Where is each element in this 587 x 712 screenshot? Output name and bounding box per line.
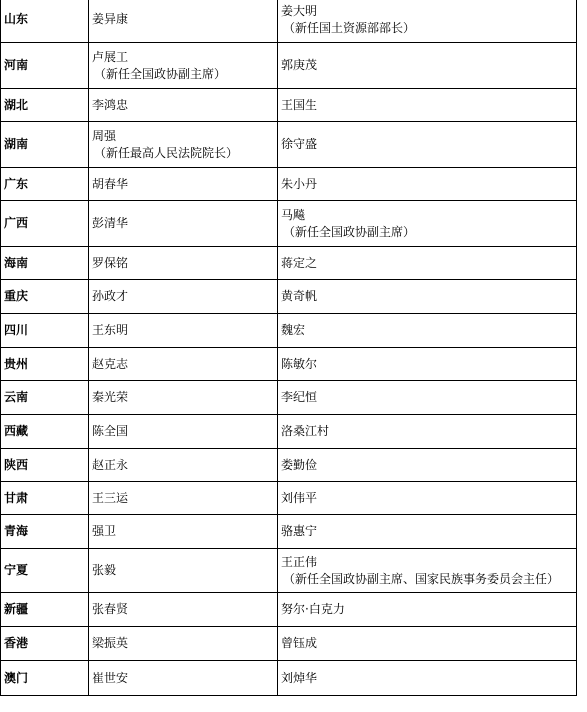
- person-name: 马飚: [281, 207, 306, 222]
- province-cell: 西藏: [1, 415, 89, 449]
- new-position-note: （新任全国政协副主席、国家民族事务委员会主任）: [283, 571, 560, 586]
- table-row: [1, 0, 577, 43]
- table-row: [1, 168, 577, 201]
- governor-cell: [278, 89, 577, 122]
- table-row: [1, 381, 577, 415]
- governor-cell: [278, 247, 577, 280]
- governor-cell: [278, 661, 577, 696]
- table-row: [1, 515, 577, 549]
- new-position-note: （新任最高人民法院院长）: [94, 145, 239, 160]
- table-body: [1, 0, 577, 696]
- party-secretary-cell: [89, 201, 278, 247]
- table-row: [1, 122, 577, 168]
- party-secretary-cell: [89, 549, 278, 593]
- person-name: 娄勤俭: [281, 457, 318, 472]
- person-name: 张毅: [92, 563, 117, 577]
- person-name: 王国生: [281, 97, 318, 112]
- province-cell: 香港: [1, 627, 89, 661]
- person-name: 努尔·白克力: [281, 602, 345, 616]
- table-row: [1, 43, 577, 89]
- party-secretary-cell: [89, 314, 278, 348]
- table-row: [1, 247, 577, 280]
- party-secretary-cell: [89, 348, 278, 381]
- governor-cell: [278, 122, 577, 168]
- table-row: [1, 482, 577, 515]
- province-cell: 青海: [1, 515, 89, 549]
- person-name: 周强: [92, 128, 117, 143]
- person-name: 陈敏尔: [281, 356, 318, 371]
- person-name: 孙政才: [92, 289, 129, 303]
- person-name: 彭清华: [92, 216, 129, 230]
- governor-cell: [278, 515, 577, 549]
- person-name: 李纪恒: [281, 390, 318, 404]
- party-secretary-cell: [89, 89, 278, 122]
- table-row: [1, 449, 577, 482]
- governor-cell: [278, 43, 577, 89]
- table-row: [1, 89, 577, 122]
- person-name: 洛桑江村: [281, 424, 330, 438]
- governor-cell: [278, 482, 577, 515]
- party-secretary-cell: [89, 661, 278, 696]
- person-name: 王三运: [92, 490, 129, 505]
- party-secretary-cell: [89, 449, 278, 482]
- governor-cell: [278, 168, 577, 201]
- person-name: 秦光荣: [92, 390, 129, 404]
- governor-cell: [278, 0, 577, 43]
- person-name: 王正伟: [281, 554, 318, 569]
- person-name: 张春贤: [92, 602, 129, 616]
- province-cell: 湖南: [1, 122, 89, 168]
- person-name: 罗保铭: [92, 255, 129, 270]
- party-secretary-cell: [89, 280, 278, 314]
- governor-cell: [278, 314, 577, 348]
- party-secretary-cell: [89, 515, 278, 549]
- person-name: 胡春华: [92, 176, 129, 191]
- party-secretary-cell: [89, 627, 278, 661]
- party-secretary-cell: [89, 0, 278, 43]
- governor-cell: [278, 449, 577, 482]
- party-secretary-cell: [89, 247, 278, 280]
- person-name: 梁振英: [92, 636, 129, 650]
- province-cell: 甘肃: [1, 482, 89, 515]
- person-name: 郭庚茂: [281, 58, 318, 72]
- province-cell: 四川: [1, 314, 89, 348]
- party-secretary-cell: [89, 593, 278, 627]
- table-row: [1, 415, 577, 449]
- table-row: [1, 661, 577, 696]
- party-secretary-cell: [89, 482, 278, 515]
- person-name: 卢展工: [92, 49, 129, 64]
- table-row: [1, 348, 577, 381]
- person-name: 蒋定之: [281, 255, 318, 270]
- person-name: 崔世安: [92, 670, 129, 685]
- table-row: [1, 549, 577, 593]
- province-cell: 贵州: [1, 348, 89, 381]
- governor-cell: [278, 348, 577, 381]
- table-row: [1, 593, 577, 627]
- table-row: [1, 201, 577, 247]
- table-row: [1, 280, 577, 314]
- party-secretary-cell: [89, 168, 278, 201]
- province-cell: 陕西: [1, 449, 89, 482]
- province-cell: 新疆: [1, 593, 89, 627]
- person-name: 姜异康: [92, 12, 129, 26]
- person-name: 陈全国: [92, 424, 129, 438]
- province-cell: 湖北: [1, 89, 89, 122]
- person-name: 刘伟平: [281, 490, 318, 505]
- person-name: 姜大明: [281, 3, 318, 18]
- person-name: 李鸿忠: [92, 97, 129, 112]
- governor-cell: [278, 201, 577, 247]
- person-name: 王东明: [92, 323, 129, 337]
- person-name: 赵克志: [92, 356, 129, 371]
- person-name: 徐守盛: [281, 137, 318, 151]
- governor-cell: [278, 593, 577, 627]
- new-position-note: （新任全国政协副主席）: [94, 66, 227, 81]
- governor-cell: [278, 415, 577, 449]
- person-name: 赵正永: [92, 457, 129, 472]
- province-cell: 海南: [1, 247, 89, 280]
- person-name: 骆惠宁: [281, 524, 318, 538]
- province-cell: 澳门: [1, 661, 89, 696]
- person-name: 魏宏: [281, 323, 306, 337]
- province-cell: 云南: [1, 381, 89, 415]
- new-position-note: （新任国土资源部部长）: [283, 20, 416, 35]
- governor-cell: [278, 280, 577, 314]
- province-cell: 广西: [1, 201, 89, 247]
- person-name: 曾钰成: [281, 636, 318, 650]
- governor-cell: [278, 549, 577, 593]
- province-cell: 宁夏: [1, 549, 89, 593]
- person-name: 黄奇帆: [281, 289, 318, 303]
- province-cell: 山东: [1, 0, 89, 43]
- person-name: 朱小丹: [281, 176, 318, 191]
- party-secretary-cell: [89, 415, 278, 449]
- province-cell: 广东: [1, 168, 89, 201]
- person-name: 强卫: [92, 524, 117, 538]
- party-secretary-cell: [89, 43, 278, 89]
- governor-cell: [278, 381, 577, 415]
- province-cell: 重庆: [1, 280, 89, 314]
- person-name: 刘焯华: [281, 670, 318, 685]
- table-row: [1, 314, 577, 348]
- party-secretary-cell: [89, 381, 278, 415]
- province-cell: 河南: [1, 43, 89, 89]
- new-position-note: （新任全国政协副主席）: [283, 224, 416, 239]
- governor-cell: [278, 627, 577, 661]
- party-secretary-cell: [89, 122, 278, 168]
- table-row: [1, 627, 577, 661]
